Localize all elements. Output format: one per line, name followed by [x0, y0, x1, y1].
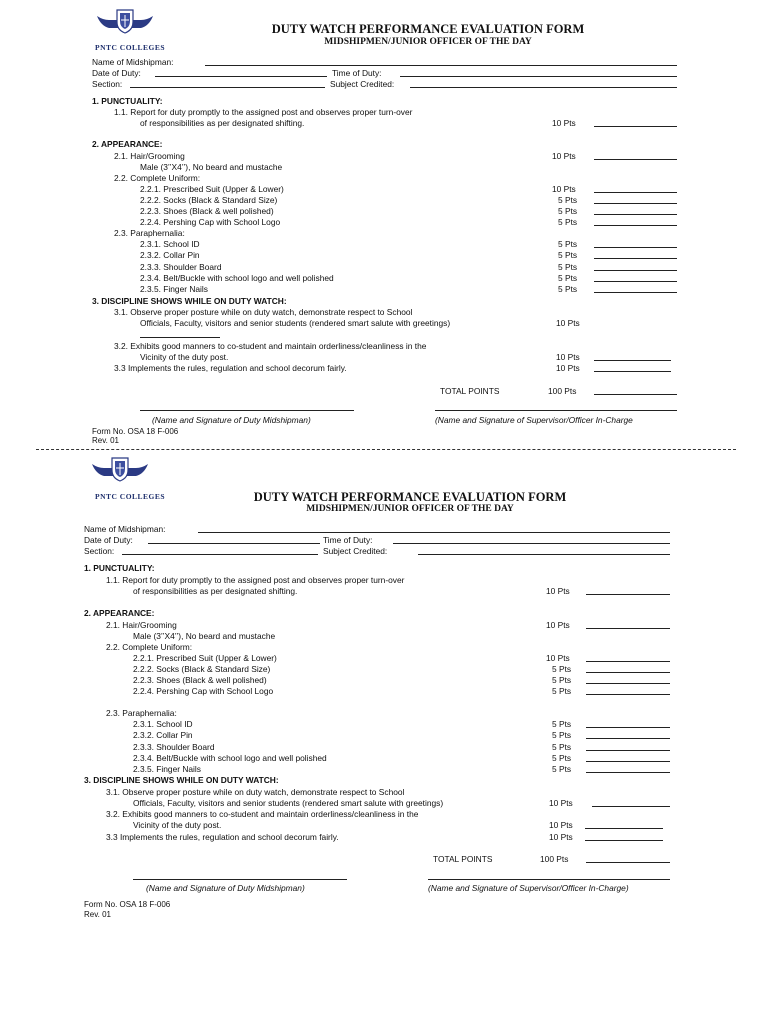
item-3-2-line1: 3.2. Exhibits good manners to co-student and maintain orderliness/cleanliness in the	[106, 809, 419, 819]
total-points-value: 100 Pts	[540, 854, 569, 864]
points-2-3-1: 5 Pts	[558, 239, 578, 249]
score-field-3-2[interactable]	[585, 828, 663, 829]
item-2-2-1: 2.2.1. Prescribed Suit (Upper & Lower)	[133, 653, 277, 663]
item-2-2-1: 2.2.1. Prescribed Suit (Upper & Lower)	[140, 184, 284, 194]
points-2-2-3: 5 Pts	[552, 675, 572, 685]
points-2-3-4: 5 Pts	[552, 753, 572, 763]
supervisor-signature-caption: (Name and Signature of Supervisor/Officer In-Charge	[435, 415, 633, 425]
section-field[interactable]	[122, 554, 318, 555]
item-2-1: 2.1. Hair/Grooming	[106, 620, 177, 630]
midshipman-signature-caption: (Name and Signature of Duty Midshipman)	[146, 883, 305, 893]
item-1-1-line2: of responsibilities as per designated shifting.	[140, 118, 305, 128]
item-2-3-1: 2.3.1. School ID	[140, 239, 200, 249]
name-label: Name of Midshipman:	[92, 57, 174, 67]
score-field-3-1[interactable]	[592, 806, 670, 807]
section-punctuality: 1. PUNCTUALITY:	[84, 563, 155, 573]
item-2-3-3: 2.3.3. Shoulder Board	[140, 262, 222, 272]
points-2-1: 10 Pts	[546, 620, 570, 630]
item-3-1-line1: 3.1. Observe proper posture while on duty watch, demonstrate respect to School	[114, 307, 413, 317]
score-field-2-3-2[interactable]	[586, 738, 670, 739]
points-2-2-4: 5 Pts	[552, 686, 572, 696]
points-3-1: 10 Pts	[556, 318, 580, 328]
item-2-1-detail: Male (3’’X4’’), No beard and mustache	[140, 162, 283, 172]
item-2-3-1: 2.3.1. School ID	[133, 719, 193, 729]
item-1-1-line1: 1.1. Report for duty promptly to the assigned post and observes proper turn-over	[114, 107, 413, 117]
total-points-label: TOTAL POINTS	[433, 854, 493, 864]
points-2-2-3: 5 Pts	[558, 206, 578, 216]
total-points-label: TOTAL POINTS	[440, 386, 500, 396]
points-2-2-1: 10 Pts	[552, 184, 576, 194]
form-number: Form No. OSA 18 F-006	[92, 427, 179, 436]
item-2-3-4: 2.3.4. Belt/Buckle with school logo and well polished	[140, 273, 334, 283]
points-1-1: 10 Pts	[546, 586, 570, 596]
time-field[interactable]	[393, 543, 670, 544]
points-2-3-2: 5 Pts	[552, 730, 572, 740]
item-2-3-5: 2.3.5. Finger Nails	[140, 284, 208, 294]
points-1-1: 10 Pts	[552, 118, 576, 128]
revision: Rev. 01	[92, 436, 119, 445]
subject-label: Subject Credited:	[323, 546, 388, 556]
item-2-3: 2.3. Paraphernalia:	[106, 708, 177, 718]
item-2-3: 2.3. Paraphernalia:	[114, 228, 185, 238]
item-2-2: 2.2. Complete Uniform:	[106, 642, 193, 652]
score-field-2-2-3[interactable]	[586, 683, 670, 684]
points-2-2-2: 5 Pts	[558, 195, 578, 205]
item-3-2-line2: Vicinity of the duty post.	[140, 352, 229, 362]
score-field-1-1[interactable]	[586, 594, 670, 595]
midshipman-signature-caption: (Name and Signature of Duty Midshipman)	[152, 415, 311, 425]
score-field-2-3-4[interactable]	[586, 761, 670, 762]
supervisor-signature-caption: (Name and Signature of Supervisor/Officer In-Charge)	[428, 883, 629, 893]
date-label: Date of Duty:	[92, 68, 141, 78]
form-title: DUTY WATCH PERFORMANCE EVALUATION FORM	[271, 22, 585, 36]
points-3-2: 10 Pts	[556, 352, 580, 362]
section-appearance: 2. APPEARANCE:	[84, 608, 155, 618]
date-field[interactable]	[148, 543, 320, 544]
score-field-2-2-2[interactable]	[586, 672, 670, 673]
item-3-1-line1: 3.1. Observe proper posture while on duty watch, demonstrate respect to School	[106, 787, 405, 797]
form-subtitle: MIDSHIPMEN/JUNIOR OFFICER OF THE DAY	[306, 504, 514, 514]
subject-label: Subject Credited:	[330, 79, 395, 89]
item-2-2-2: 2.2.2. Socks (Black & Standard Size)	[140, 195, 278, 205]
points-2-3-2: 5 Pts	[558, 250, 578, 260]
item-3-3: 3.3 Implements the rules, regulation and school decorum fairly.	[106, 832, 339, 842]
points-2-3-5: 5 Pts	[558, 284, 578, 294]
item-2-2-3: 2.2.3. Shoes (Black & well polished)	[140, 206, 274, 216]
item-2-1-detail: Male (3’’X4’’), No beard and mustache	[133, 631, 276, 641]
total-score-field[interactable]	[586, 862, 670, 863]
item-3-1-line2: Officials, Faculty, visitors and senior students (rendered smart salute with greetings)	[140, 318, 451, 328]
midshipman-signature-line[interactable]	[133, 879, 347, 880]
score-field-2-2-1[interactable]	[586, 661, 670, 662]
score-field-2-3-1[interactable]	[586, 727, 670, 728]
form-subtitle: MIDSHIPMEN/JUNIOR OFFICER OF THE DAY	[324, 37, 532, 47]
score-field-2-3-5[interactable]	[586, 772, 670, 773]
points-3-1: 10 Pts	[549, 798, 573, 808]
item-2-3-5: 2.3.5. Finger Nails	[133, 764, 201, 774]
item-3-3: 3.3 Implements the rules, regulation and school decorum fairly.	[114, 363, 347, 373]
form-number: Form No. OSA 18 F-006	[84, 900, 171, 909]
item-1-1-line1: 1.1. Report for duty promptly to the assigned post and observes proper turn-over	[106, 575, 405, 585]
points-2-3-3: 5 Pts	[552, 742, 572, 752]
points-3-2: 10 Pts	[549, 820, 573, 830]
name-label: Name of Midshipman:	[84, 524, 166, 534]
score-field-2-3-3[interactable]	[586, 750, 670, 751]
total-points-value: 100 Pts	[548, 386, 577, 396]
item-2-3-3: 2.3.3. Shoulder Board	[133, 742, 215, 752]
time-label: Time of Duty:	[323, 535, 373, 545]
supervisor-signature-line[interactable]	[428, 879, 670, 880]
points-3-3: 10 Pts	[549, 832, 573, 842]
score-field-2-1[interactable]	[586, 628, 670, 629]
points-2-2-4: 5 Pts	[558, 217, 578, 227]
form-title: DUTY WATCH PERFORMANCE EVALUATION FORM	[253, 490, 567, 504]
points-2-3-5: 5 Pts	[552, 764, 572, 774]
points-3-3: 10 Pts	[556, 363, 580, 373]
item-2-1: 2.1. Hair/Grooming	[114, 151, 185, 161]
time-label: Time of Duty:	[332, 68, 382, 78]
item-2-3-4: 2.3.4. Belt/Buckle with school logo and well polished	[133, 753, 327, 763]
college-name: PNTC COLLEGES	[95, 43, 166, 52]
item-2-2: 2.2. Complete Uniform:	[114, 173, 201, 183]
score-field-2-2-4[interactable]	[586, 694, 670, 695]
item-2-2-4: 2.2.4. Pershing Cap with School Logo	[140, 217, 281, 227]
section-label: Section:	[84, 546, 115, 556]
date-label: Date of Duty:	[84, 535, 133, 545]
section-punctuality: 1. PUNCTUALITY:	[92, 96, 163, 106]
college-name: PNTC COLLEGES	[95, 492, 166, 501]
points-2-2-1: 10 Pts	[546, 653, 570, 663]
points-2-3-4: 5 Pts	[558, 273, 578, 283]
item-2-2-4: 2.2.4. Pershing Cap with School Logo	[133, 686, 274, 696]
item-3-2-line2: Vicinity of the duty post.	[133, 820, 222, 830]
name-field[interactable]	[198, 532, 670, 533]
subject-field[interactable]	[418, 554, 670, 555]
score-field-3-3[interactable]	[585, 840, 663, 841]
section-discipline: 3. DISCIPLINE SHOWS WHILE ON DUTY WATCH:	[92, 296, 287, 306]
item-2-2-2: 2.2.2. Socks (Black & Standard Size)	[133, 664, 271, 674]
points-2-3-1: 5 Pts	[552, 719, 572, 729]
section-appearance: 2. APPEARANCE:	[92, 139, 163, 149]
points-2-2-2: 5 Pts	[552, 664, 572, 674]
item-2-3-2: 2.3.2. Collar Pin	[133, 730, 193, 740]
item-3-2-line1: 3.2. Exhibits good manners to co-student and maintain orderliness/cleanliness in the	[114, 341, 427, 351]
points-2-3-3: 5 Pts	[558, 262, 578, 272]
item-2-2-3: 2.2.3. Shoes (Black & well polished)	[133, 675, 267, 685]
school-crest-logo	[90, 456, 150, 482]
item-2-3-2: 2.3.2. Collar Pin	[140, 250, 200, 260]
item-3-1-line2: Officials, Faculty, visitors and senior students (rendered smart salute with greetings)	[133, 798, 444, 808]
section-discipline: 3. DISCIPLINE SHOWS WHILE ON DUTY WATCH:	[84, 775, 279, 785]
item-1-1-line2: of responsibilities as per designated shifting.	[133, 586, 298, 596]
points-2-1: 10 Pts	[552, 151, 576, 161]
section-label: Section:	[92, 79, 123, 89]
revision: Rev. 01	[84, 910, 111, 919]
